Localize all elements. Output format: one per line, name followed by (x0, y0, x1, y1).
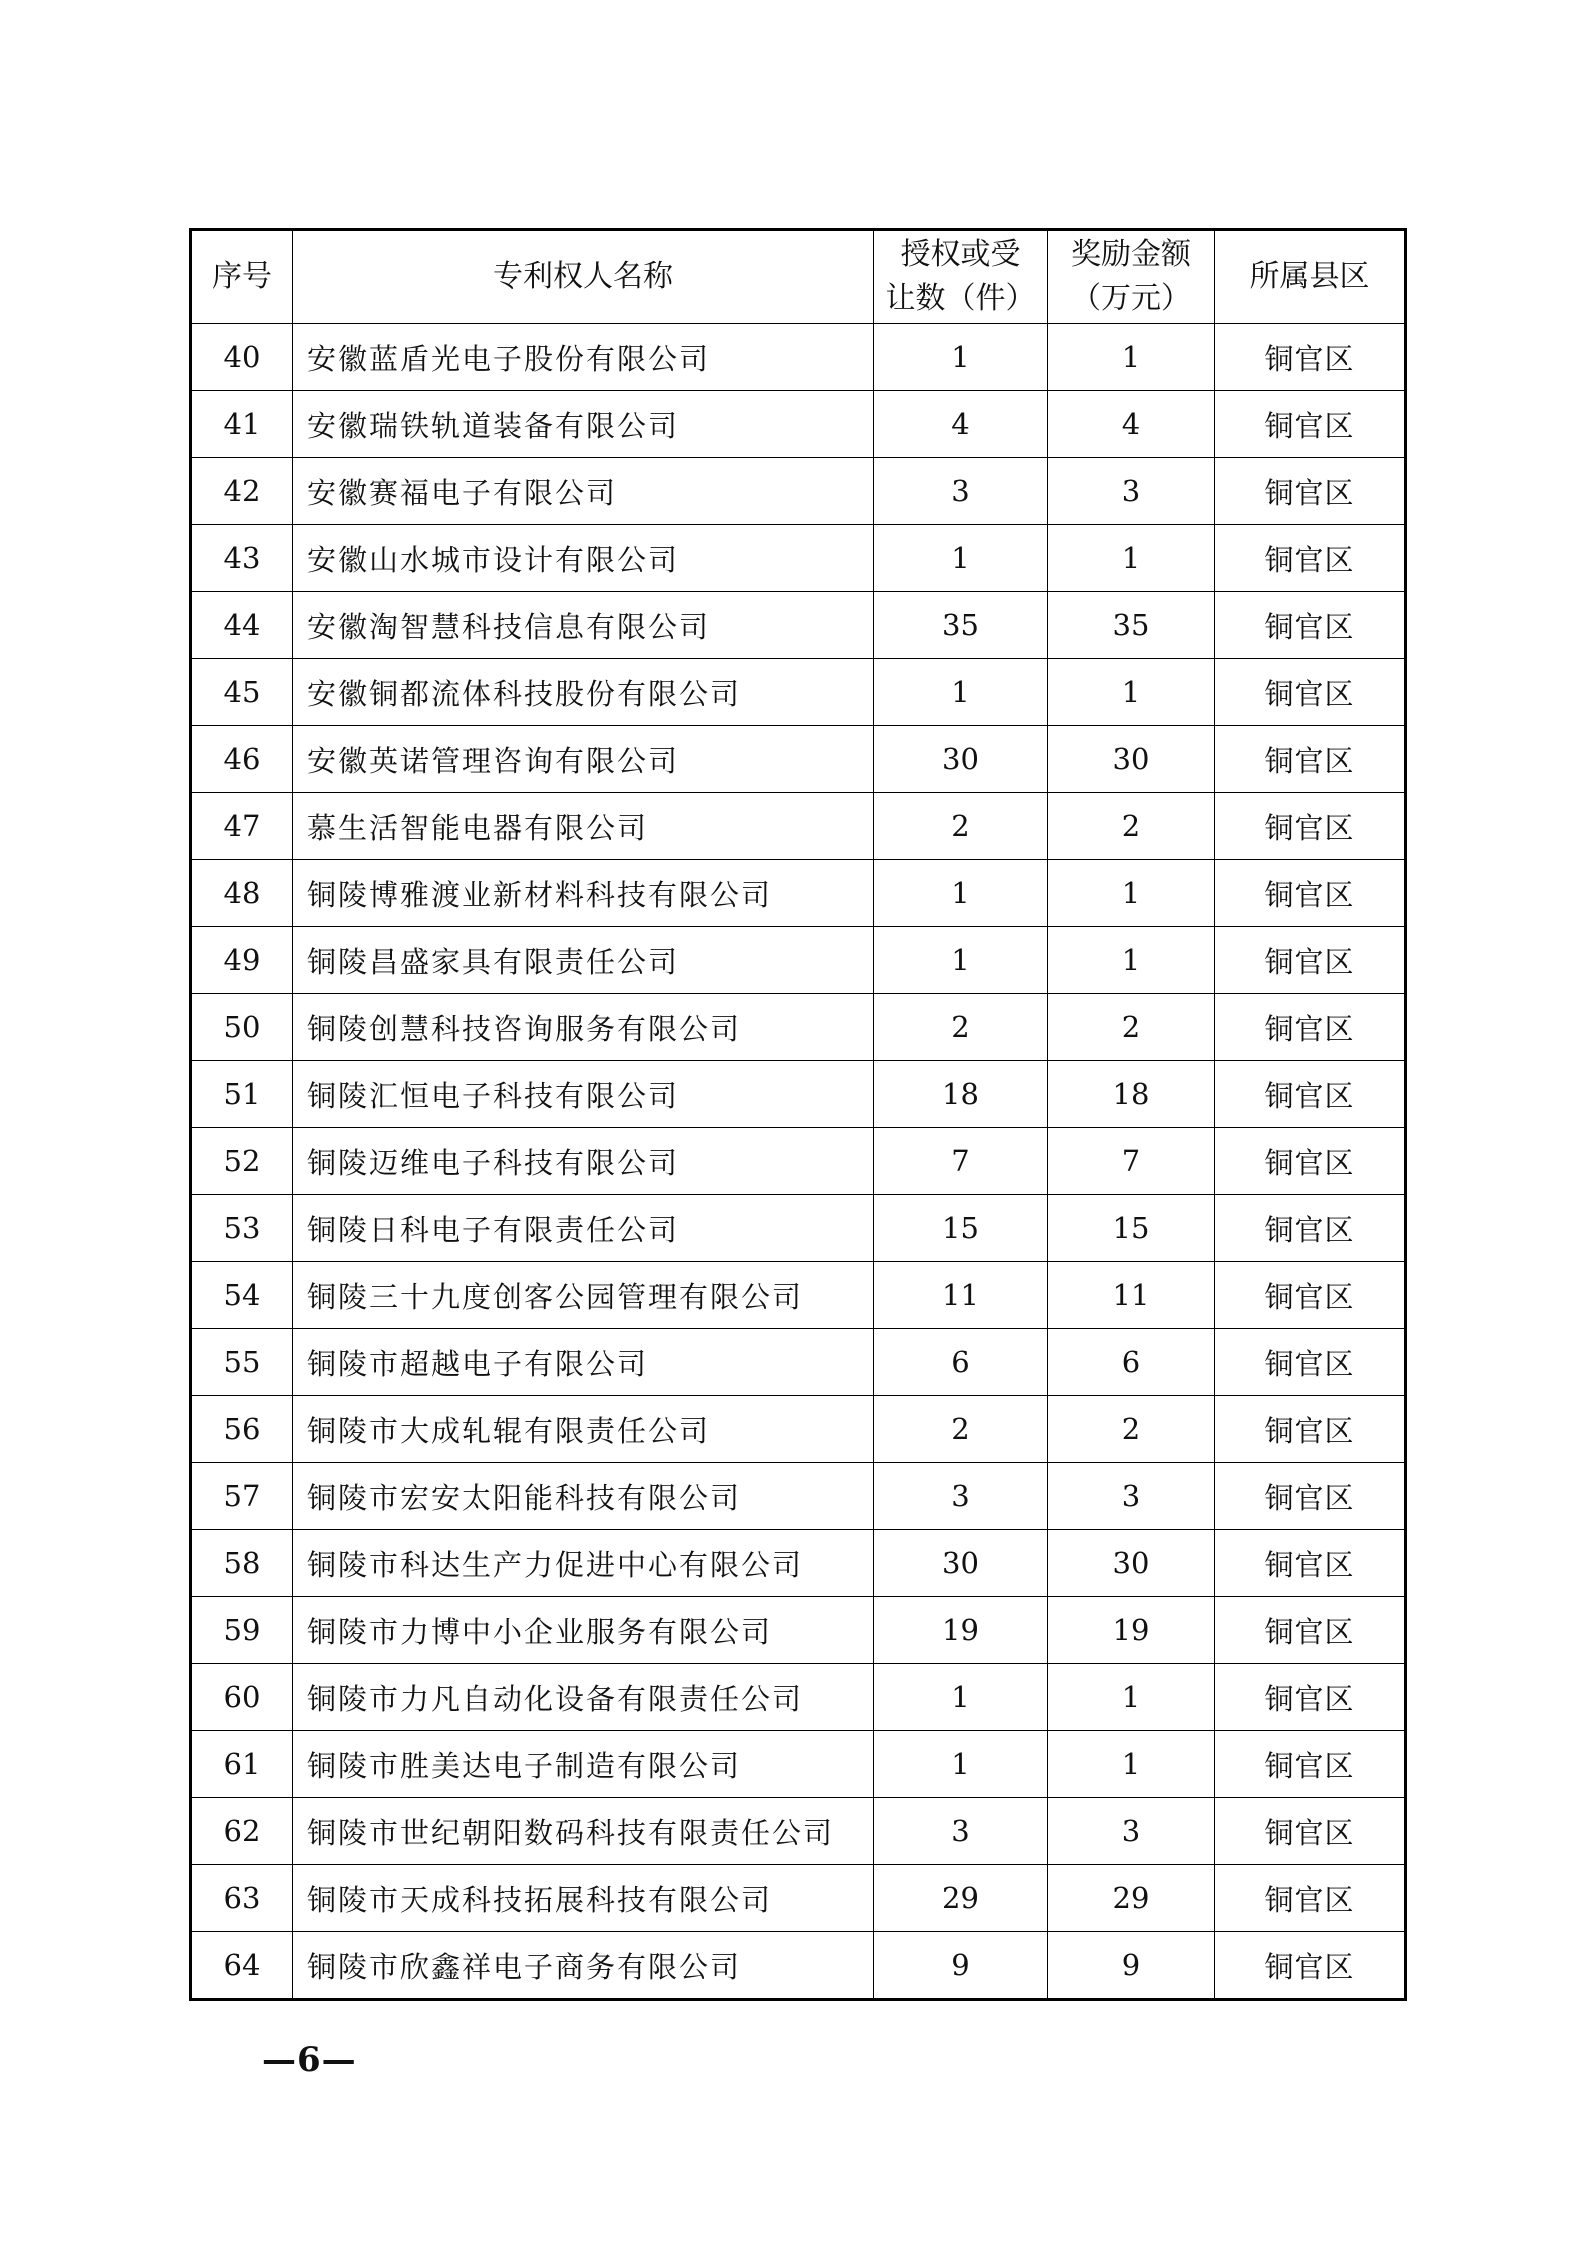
cell-county: 铜官区 (1215, 592, 1406, 659)
cell-award-amount: 29 (1048, 1865, 1215, 1932)
cell-grant-count: 18 (874, 1061, 1048, 1128)
cell-grant-count: 29 (874, 1865, 1048, 1932)
cell-grant-count: 3 (874, 1798, 1048, 1865)
cell-grant-count: 2 (874, 1396, 1048, 1463)
table-row (191, 391, 1406, 458)
cell-award-amount: 30 (1048, 1530, 1215, 1597)
table-row (191, 927, 1406, 994)
table-row (191, 1597, 1406, 1664)
cell-award-amount: 1 (1048, 324, 1215, 391)
cell-patentee-name: 安徽蓝盾光电子股份有限公司 (293, 324, 874, 391)
header-count-line2: 让数（件） (885, 281, 1036, 316)
cell-grant-count: 3 (874, 1463, 1048, 1530)
cell-county: 铜官区 (1215, 1463, 1406, 1530)
table-row (191, 1932, 1406, 2000)
cell-county: 铜官区 (1215, 726, 1406, 793)
table-row (191, 1329, 1406, 1396)
table-row (191, 525, 1406, 592)
header-amount-line1: 奖励金额 (1071, 237, 1191, 272)
cell-county: 铜官区 (1215, 1329, 1406, 1396)
cell-seq: 52 (191, 1128, 293, 1195)
table-row (191, 793, 1406, 860)
cell-county: 铜官区 (1215, 1396, 1406, 1463)
cell-county: 铜官区 (1215, 1731, 1406, 1798)
header-amount (1048, 230, 1215, 324)
cell-award-amount: 2 (1048, 994, 1215, 1061)
page-number: —6— (262, 2040, 357, 2080)
cell-patentee-name: 铜陵市天成科技拓展科技有限公司 (293, 1865, 874, 1932)
cell-grant-count: 7 (874, 1128, 1048, 1195)
cell-grant-count: 1 (874, 860, 1048, 927)
cell-grant-count: 6 (874, 1329, 1048, 1396)
cell-patentee-name: 慕生活智能电器有限公司 (293, 793, 874, 860)
cell-award-amount: 19 (1048, 1597, 1215, 1664)
table-row (191, 592, 1406, 659)
cell-county: 铜官区 (1215, 1865, 1406, 1932)
cell-grant-count: 35 (874, 592, 1048, 659)
cell-award-amount: 7 (1048, 1128, 1215, 1195)
table-row (191, 1128, 1406, 1195)
header-count-line1: 授权或受 (900, 237, 1021, 272)
cell-patentee-name: 铜陵迈维电子科技有限公司 (293, 1128, 874, 1195)
table-row (191, 1664, 1406, 1731)
cell-county: 铜官区 (1215, 525, 1406, 592)
cell-county: 铜官区 (1215, 1061, 1406, 1128)
cell-seq: 55 (191, 1329, 293, 1396)
cell-county: 铜官区 (1215, 793, 1406, 860)
cell-seq: 59 (191, 1597, 293, 1664)
cell-award-amount: 35 (1048, 592, 1215, 659)
cell-seq: 43 (191, 525, 293, 592)
cell-seq: 62 (191, 1798, 293, 1865)
cell-seq: 46 (191, 726, 293, 793)
cell-award-amount: 1 (1048, 860, 1215, 927)
cell-patentee-name: 铜陵市胜美达电子制造有限公司 (293, 1731, 874, 1798)
cell-award-amount: 30 (1048, 726, 1215, 793)
cell-grant-count: 1 (874, 525, 1048, 592)
cell-seq: 51 (191, 1061, 293, 1128)
cell-county: 铜官区 (1215, 994, 1406, 1061)
cell-patentee-name: 安徽淘智慧科技信息有限公司 (293, 592, 874, 659)
table-row (191, 1731, 1406, 1798)
header-count (874, 230, 1048, 324)
cell-patentee-name: 安徽铜都流体科技股份有限公司 (293, 659, 874, 726)
cell-county: 铜官区 (1215, 1664, 1406, 1731)
table-row (191, 324, 1406, 391)
cell-county: 铜官区 (1215, 1530, 1406, 1597)
table-row (191, 1262, 1406, 1329)
table-row (191, 1865, 1406, 1932)
header-county: 所属县区 (1215, 230, 1406, 324)
cell-patentee-name: 铜陵博雅渡业新材料科技有限公司 (293, 860, 874, 927)
cell-award-amount: 1 (1048, 659, 1215, 726)
cell-county: 铜官区 (1215, 1195, 1406, 1262)
cell-patentee-name: 铜陵创慧科技咨询服务有限公司 (293, 994, 874, 1061)
cell-patentee-name: 铜陵日科电子有限责任公司 (293, 1195, 874, 1262)
cell-patentee-name: 铜陵三十九度创客公园管理有限公司 (293, 1262, 874, 1329)
cell-grant-count: 1 (874, 927, 1048, 994)
cell-county: 铜官区 (1215, 391, 1406, 458)
cell-seq: 53 (191, 1195, 293, 1262)
table-row (191, 458, 1406, 525)
table-row (191, 726, 1406, 793)
cell-patentee-name: 铜陵市超越电子有限公司 (293, 1329, 874, 1396)
cell-patentee-name: 安徽瑞铁轨道装备有限公司 (293, 391, 874, 458)
cell-county: 铜官区 (1215, 860, 1406, 927)
cell-patentee-name: 安徽赛福电子有限公司 (293, 458, 874, 525)
cell-grant-count: 1 (874, 1731, 1048, 1798)
cell-grant-count: 30 (874, 1530, 1048, 1597)
cell-patentee-name: 铜陵市欣鑫祥电子商务有限公司 (293, 1932, 874, 2000)
cell-seq: 47 (191, 793, 293, 860)
cell-seq: 49 (191, 927, 293, 994)
header-row (191, 230, 1406, 324)
cell-patentee-name: 铜陵汇恒电子科技有限公司 (293, 1061, 874, 1128)
cell-award-amount: 2 (1048, 1396, 1215, 1463)
cell-award-amount: 15 (1048, 1195, 1215, 1262)
cell-award-amount: 6 (1048, 1329, 1215, 1396)
table-row (191, 1798, 1406, 1865)
cell-county: 铜官区 (1215, 1597, 1406, 1664)
cell-county: 铜官区 (1215, 458, 1406, 525)
cell-award-amount: 1 (1048, 525, 1215, 592)
header-name: 专利权人名称 (293, 230, 874, 324)
table-row (191, 659, 1406, 726)
cell-patentee-name: 铜陵市科达生产力促进中心有限公司 (293, 1530, 874, 1597)
cell-award-amount: 4 (1048, 391, 1215, 458)
cell-patentee-name: 安徽山水城市设计有限公司 (293, 525, 874, 592)
cell-seq: 58 (191, 1530, 293, 1597)
cell-patentee-name: 铜陵市世纪朝阳数码科技有限责任公司 (293, 1798, 874, 1865)
cell-county: 铜官区 (1215, 1128, 1406, 1195)
cell-award-amount: 1 (1048, 1664, 1215, 1731)
cell-seq: 44 (191, 592, 293, 659)
cell-seq: 42 (191, 458, 293, 525)
cell-patentee-name: 铜陵市力凡自动化设备有限责任公司 (293, 1664, 874, 1731)
cell-seq: 50 (191, 994, 293, 1061)
cell-patentee-name: 铜陵市力博中小企业服务有限公司 (293, 1597, 874, 1664)
cell-grant-count: 1 (874, 1664, 1048, 1731)
table-row (191, 1396, 1406, 1463)
cell-county: 铜官区 (1215, 1262, 1406, 1329)
cell-award-amount: 11 (1048, 1262, 1215, 1329)
table-row (191, 1463, 1406, 1530)
cell-seq: 54 (191, 1262, 293, 1329)
cell-grant-count: 15 (874, 1195, 1048, 1262)
cell-award-amount: 3 (1048, 458, 1215, 525)
table-row (191, 1195, 1406, 1262)
cell-seq: 45 (191, 659, 293, 726)
cell-seq: 40 (191, 324, 293, 391)
cell-seq: 41 (191, 391, 293, 458)
table-row (191, 1061, 1406, 1128)
table-body (191, 324, 1406, 2000)
cell-seq: 63 (191, 1865, 293, 1932)
cell-county: 铜官区 (1215, 927, 1406, 994)
cell-grant-count: 11 (874, 1262, 1048, 1329)
cell-seq: 64 (191, 1932, 293, 2000)
cell-patentee-name: 铜陵市大成轧辊有限责任公司 (293, 1396, 874, 1463)
cell-seq: 61 (191, 1731, 293, 1798)
cell-grant-count: 2 (874, 793, 1048, 860)
cell-patentee-name: 安徽英诺管理咨询有限公司 (293, 726, 874, 793)
cell-patentee-name: 铜陵市宏安太阳能科技有限公司 (293, 1463, 874, 1530)
cell-county: 铜官区 (1215, 1932, 1406, 2000)
cell-grant-count: 19 (874, 1597, 1048, 1664)
cell-grant-count: 1 (874, 324, 1048, 391)
cell-grant-count: 30 (874, 726, 1048, 793)
cell-seq: 60 (191, 1664, 293, 1731)
cell-award-amount: 9 (1048, 1932, 1215, 2000)
cell-grant-count: 9 (874, 1932, 1048, 2000)
cell-grant-count: 2 (874, 994, 1048, 1061)
cell-award-amount: 3 (1048, 1798, 1215, 1865)
patent-award-table (189, 228, 1407, 2001)
cell-seq: 57 (191, 1463, 293, 1530)
table-header (191, 230, 1406, 324)
cell-award-amount: 18 (1048, 1061, 1215, 1128)
table-row (191, 994, 1406, 1061)
header-amount-line2: （万元） (1071, 281, 1191, 316)
cell-county: 铜官区 (1215, 1798, 1406, 1865)
cell-award-amount: 3 (1048, 1463, 1215, 1530)
cell-award-amount: 1 (1048, 927, 1215, 994)
cell-county: 铜官区 (1215, 659, 1406, 726)
cell-grant-count: 4 (874, 391, 1048, 458)
cell-grant-count: 3 (874, 458, 1048, 525)
cell-award-amount: 1 (1048, 1731, 1215, 1798)
cell-seq: 48 (191, 860, 293, 927)
header-seq: 序号 (191, 230, 293, 324)
cell-county: 铜官区 (1215, 324, 1406, 391)
cell-grant-count: 1 (874, 659, 1048, 726)
cell-award-amount: 2 (1048, 793, 1215, 860)
cell-patentee-name: 铜陵昌盛家具有限责任公司 (293, 927, 874, 994)
cell-seq: 56 (191, 1396, 293, 1463)
table-row (191, 860, 1406, 927)
table-row (191, 1530, 1406, 1597)
